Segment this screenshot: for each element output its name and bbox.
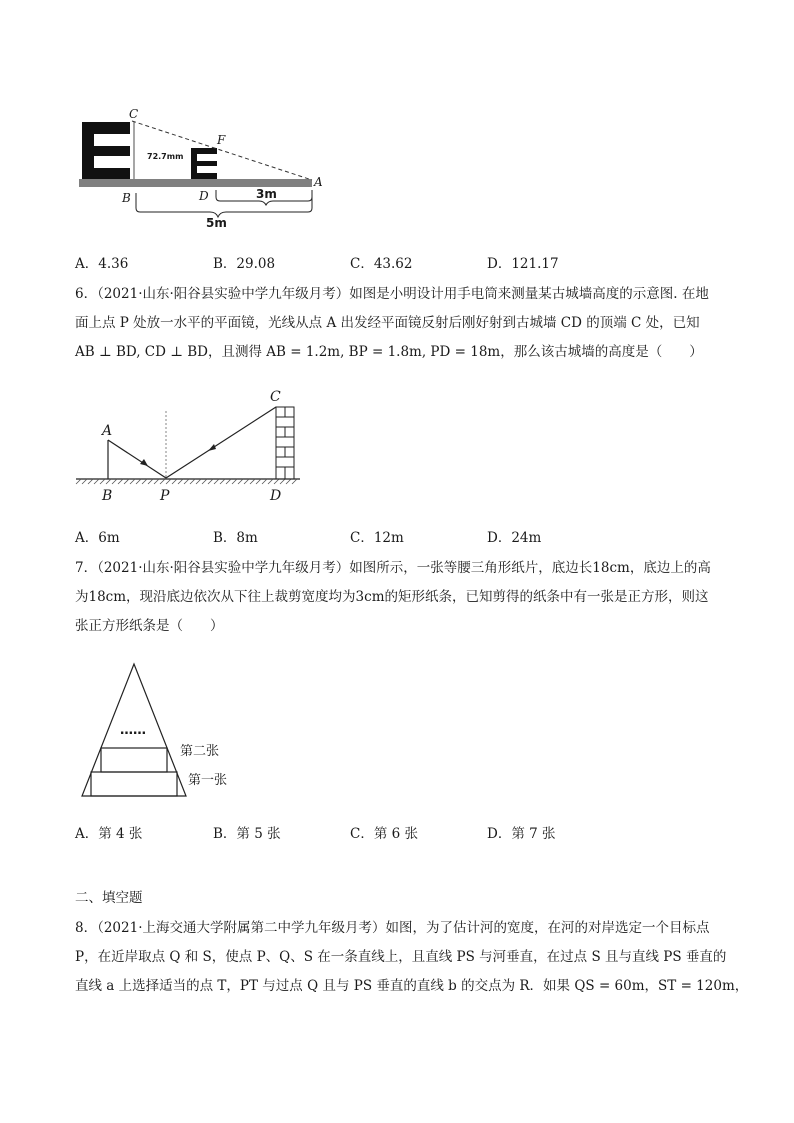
q6-label-a: A	[102, 423, 113, 439]
q7-line-3: 张正方形纸条是（ ）	[75, 618, 224, 634]
q5-dist-3m: 3m	[256, 187, 277, 201]
q8-question	[75, 914, 749, 1001]
q5-label-c: C	[129, 107, 139, 121]
q6-option-a[interactable]: A．6m	[75, 530, 120, 546]
q5-label-a: A	[314, 175, 323, 189]
q8-line-2: P，在近岸取点 Q 和 S，使点 P、Q、S 在一条直线上，且直线 PS 与河垂直，在过点 S 且与直线 PS 垂直的	[75, 949, 727, 965]
q5-height-label: 72.7mm	[147, 152, 184, 161]
q6-line-2: 面上点 P 处放一水平的平面镜，光线从点 A 出发经平面镜反射后刚好射到古城墙 CD 的顶端 C 处，已知	[75, 315, 700, 331]
q7-figure	[76, 658, 256, 803]
q5-label-b: B	[122, 191, 131, 205]
q5-figure	[70, 104, 340, 229]
q6-wall	[276, 407, 294, 479]
q5-dist-5m: 5m	[206, 216, 227, 229]
q5-sight-line	[132, 121, 312, 180]
q7-option-c[interactable]: C．第 6 张	[350, 826, 419, 842]
q6-option-c[interactable]: C．12m	[350, 530, 404, 546]
q5-option-b[interactable]: B．29.08	[213, 256, 276, 272]
q7-question	[75, 554, 725, 641]
q5-small-building	[191, 148, 217, 179]
q6-line-1: 6．（2021·山东·阳谷县实验中学九年级月考）如图是小明设计用手电筒来测量某古城墙高度的示意图. 在地	[75, 286, 709, 302]
q6-label-d: D	[270, 488, 282, 504]
q7-option-a[interactable]: A．第 4 张	[75, 826, 143, 842]
q7-label-second: 第二张	[180, 744, 220, 759]
q5-option-d[interactable]: D．121.17	[487, 256, 559, 272]
q7-line-1: 7．（2021·山东·阳谷县实验中学九年级月考）如图所示，一张等腰三角形纸片，底边长18cm，底边上的高	[75, 560, 711, 576]
q7-dots: ……	[120, 723, 146, 738]
q7-option-d[interactable]: D．第 7 张	[487, 826, 556, 842]
q5-option-a[interactable]: A．4.36	[75, 256, 129, 272]
q6-label-c: C	[270, 389, 281, 405]
q6-label-b: B	[102, 488, 113, 504]
q6-option-d[interactable]: D．24m	[487, 530, 542, 546]
q5-ground	[79, 179, 312, 187]
q5-label-f: F	[217, 133, 226, 147]
q8-line-3: 直线 a 上选择适当的点 T，PT 与过点 Q 且与 PS 垂直的直线 b 的交点为 R．如果 QS = 60m，ST = 120m，	[75, 978, 749, 994]
q6-question	[75, 280, 725, 367]
q7-label-first: 第一张	[188, 773, 228, 788]
section-title-fill-blank: 二、填空题	[75, 890, 143, 906]
q6-line-3: AB ⊥ BD, CD ⊥ BD，且测得 AB = 1.2m, BP = 1.8m, PD = 18m，那么该古城墙的高度是（ ）	[75, 344, 703, 360]
q6-figure	[72, 385, 312, 510]
q7-option-b[interactable]: B．第 5 张	[213, 826, 281, 842]
q6-ray-pc	[166, 407, 276, 478]
q7-strip-second	[101, 748, 167, 772]
q5-label-d: D	[199, 189, 209, 203]
q6-ray-ap	[108, 440, 166, 478]
q6-option-b[interactable]: B．8m	[213, 530, 258, 546]
q5-big-building	[82, 122, 130, 179]
q6-ground-hatch	[76, 479, 297, 484]
q5-option-c[interactable]: C．43.62	[350, 256, 413, 272]
q6-label-p: P	[160, 488, 170, 504]
q7-strip-first	[91, 772, 177, 796]
q8-line-1: 8．（2021·上海交通大学附属第二中学九年级月考）如图，为了估计河的宽度，在河的对岸选定一个目标点	[75, 920, 710, 936]
q7-line-2: 为18cm，现沿底边依次从下往上裁剪宽度均为3cm的矩形纸条，已知剪得的纸条中有一张是正方形，则这	[75, 589, 709, 605]
q5-bracket-5m	[136, 193, 312, 217]
